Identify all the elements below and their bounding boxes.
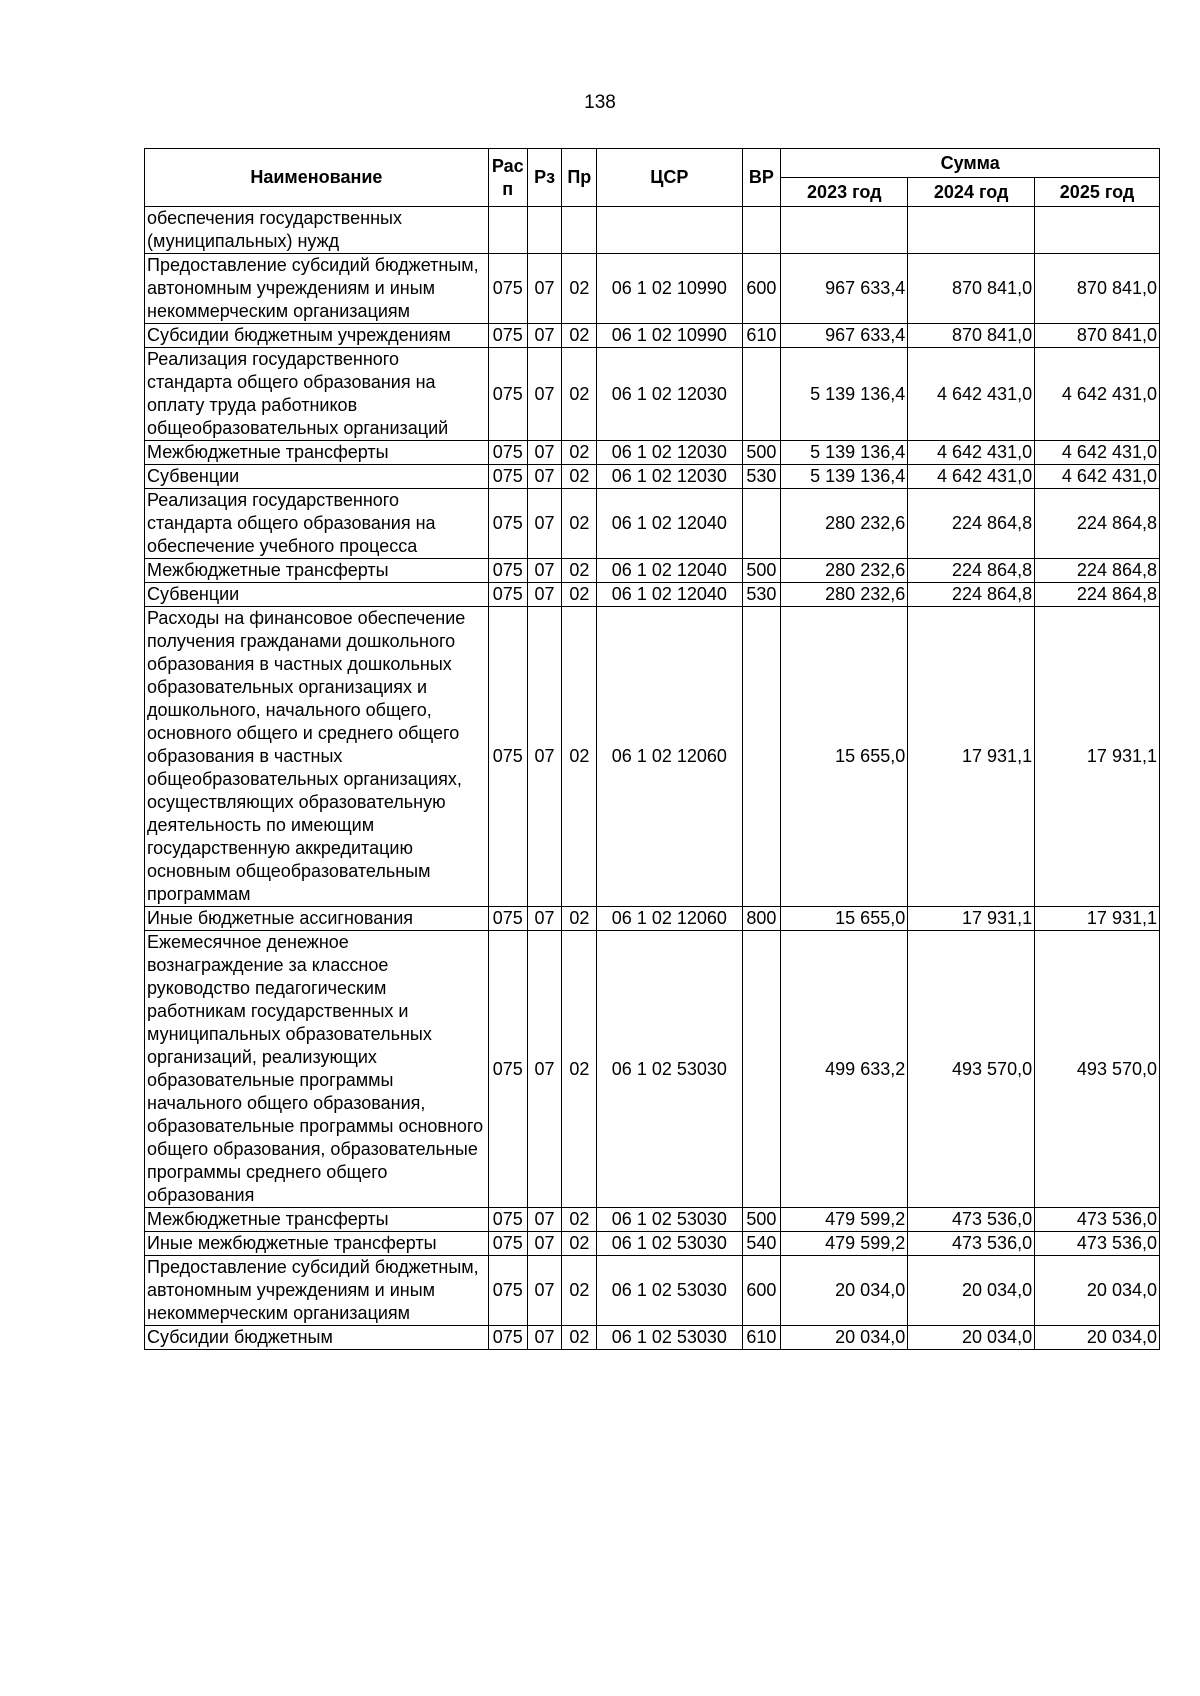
- row-sum-2025: 493 570,0: [1035, 931, 1160, 1208]
- table-row: [145, 207, 1160, 254]
- row-csr: 06 1 02 12040: [597, 559, 742, 583]
- row-pr: 02: [562, 348, 597, 441]
- table-row: [145, 559, 1160, 583]
- page-number: 138: [584, 92, 616, 113]
- row-csr: 06 1 02 12040: [597, 583, 742, 607]
- row-sum-2023: 5 139 136,4: [781, 348, 908, 441]
- row-sum-2024: 473 536,0: [908, 1232, 1035, 1256]
- row-sum-2024: 493 570,0: [908, 931, 1035, 1208]
- row-name: Субвенции: [145, 583, 489, 607]
- row-pr: 02: [562, 583, 597, 607]
- header-sum: Сумма: [781, 149, 1160, 178]
- row-sum-2025: 870 841,0: [1035, 324, 1160, 348]
- row-csr: 06 1 02 10990: [597, 254, 742, 324]
- row-sum-2025: 224 864,8: [1035, 583, 1160, 607]
- row-sum-2023: 967 633,4: [781, 324, 908, 348]
- row-vr: [742, 607, 781, 907]
- row-sum-2024: 20 034,0: [908, 1256, 1035, 1326]
- row-name: Предоставление субсидий бюджетным, автономным учреждениям и иным некоммерческим организациям: [145, 1256, 489, 1326]
- row-pr: 02: [562, 931, 597, 1208]
- table-row: [145, 324, 1160, 348]
- header-vr: ВР: [742, 149, 781, 207]
- row-rz: 07: [527, 1256, 562, 1326]
- row-sum-2024: 224 864,8: [908, 583, 1035, 607]
- row-sum-2025: 20 034,0: [1035, 1256, 1160, 1326]
- row-vr: [742, 207, 781, 254]
- row-rz: 07: [527, 931, 562, 1208]
- table-row: [145, 931, 1160, 1208]
- row-csr: 06 1 02 53030: [597, 1326, 742, 1350]
- row-pr: [562, 207, 597, 254]
- row-sum-2025: 224 864,8: [1035, 489, 1160, 559]
- row-rz: 07: [527, 559, 562, 583]
- header-name: Наименование: [145, 149, 489, 207]
- row-sum-2025: 17 931,1: [1035, 607, 1160, 907]
- row-csr: 06 1 02 53030: [597, 1256, 742, 1326]
- row-sum-2023: 967 633,4: [781, 254, 908, 324]
- row-rasp: 075: [488, 1208, 527, 1232]
- row-sum-2023: 20 034,0: [781, 1326, 908, 1350]
- header-year-2024: 2024 год: [908, 178, 1035, 207]
- row-rasp: 075: [488, 324, 527, 348]
- row-pr: 02: [562, 324, 597, 348]
- row-pr: 02: [562, 1208, 597, 1232]
- row-vr: 530: [742, 583, 781, 607]
- row-sum-2025: 4 642 431,0: [1035, 465, 1160, 489]
- row-sum-2024: 4 642 431,0: [908, 465, 1035, 489]
- row-sum-2023: 15 655,0: [781, 607, 908, 907]
- row-name: обеспечения государственных (муниципальных) нужд: [145, 207, 489, 254]
- row-rasp: 075: [488, 489, 527, 559]
- table-body: [145, 207, 1160, 1350]
- row-sum-2023: 20 034,0: [781, 1256, 908, 1326]
- row-rasp: 075: [488, 931, 527, 1208]
- budget-table: [144, 148, 1160, 1350]
- row-rasp: 075: [488, 907, 527, 931]
- row-vr: 610: [742, 1326, 781, 1350]
- row-name: Реализация государственного стандарта общего образования на оплату труда работников общеобразовательных организаций: [145, 348, 489, 441]
- row-rasp: 075: [488, 1256, 527, 1326]
- row-name: Иные межбюджетные трансферты: [145, 1232, 489, 1256]
- row-pr: 02: [562, 1256, 597, 1326]
- header-year-2023: 2023 год: [781, 178, 908, 207]
- row-rz: 07: [527, 348, 562, 441]
- row-name: Межбюджетные трансферты: [145, 1208, 489, 1232]
- row-sum-2023: 479 599,2: [781, 1232, 908, 1256]
- row-sum-2024: 224 864,8: [908, 489, 1035, 559]
- header-year-2025: 2025 год: [1035, 178, 1160, 207]
- table-row: [145, 1256, 1160, 1326]
- row-sum-2025: 17 931,1: [1035, 907, 1160, 931]
- header-rz: Рз: [527, 149, 562, 207]
- table-row: [145, 348, 1160, 441]
- row-pr: 02: [562, 254, 597, 324]
- row-csr: 06 1 02 12030: [597, 441, 742, 465]
- row-sum-2025: 20 034,0: [1035, 1326, 1160, 1350]
- row-name: Субсидии бюджетным: [145, 1326, 489, 1350]
- row-vr: 500: [742, 441, 781, 465]
- row-pr: 02: [562, 465, 597, 489]
- row-sum-2025: 473 536,0: [1035, 1208, 1160, 1232]
- row-sum-2023: 499 633,2: [781, 931, 908, 1208]
- row-sum-2024: 17 931,1: [908, 907, 1035, 931]
- table-row: [145, 583, 1160, 607]
- row-name: Ежемесячное денежное вознаграждение за классное руководство педагогическим работникам государственных и муниципальных образовательных организаций, реализующих образовательные программы начального общего образования, образовательные программы основного общего образования, образовательные программы среднего общего образования: [145, 931, 489, 1208]
- row-rasp: [488, 207, 527, 254]
- row-sum-2025: 473 536,0: [1035, 1232, 1160, 1256]
- row-sum-2024: 17 931,1: [908, 607, 1035, 907]
- row-csr: 06 1 02 12060: [597, 907, 742, 931]
- row-rz: 07: [527, 465, 562, 489]
- row-rasp: 075: [488, 254, 527, 324]
- header-csr: ЦСР: [597, 149, 742, 207]
- row-csr: 06 1 02 12030: [597, 348, 742, 441]
- table-row: [145, 907, 1160, 931]
- row-name: Предоставление субсидий бюджетным, автономным учреждениям и иным некоммерческим организациям: [145, 254, 489, 324]
- table-header: [145, 149, 1160, 207]
- row-name: Межбюджетные трансферты: [145, 559, 489, 583]
- row-pr: 02: [562, 1232, 597, 1256]
- row-vr: 610: [742, 324, 781, 348]
- row-vr: 600: [742, 1256, 781, 1326]
- table-row: [145, 607, 1160, 907]
- table-row: [145, 254, 1160, 324]
- row-rz: 07: [527, 907, 562, 931]
- row-csr: 06 1 02 12060: [597, 607, 742, 907]
- table-row: [145, 1232, 1160, 1256]
- row-rasp: 075: [488, 441, 527, 465]
- row-sum-2024: 473 536,0: [908, 1208, 1035, 1232]
- row-sum-2024: 20 034,0: [908, 1326, 1035, 1350]
- table-row: [145, 1326, 1160, 1350]
- table-row: [145, 465, 1160, 489]
- row-rz: [527, 207, 562, 254]
- row-sum-2025: 4 642 431,0: [1035, 441, 1160, 465]
- row-vr: [742, 931, 781, 1208]
- row-sum-2025: [1035, 207, 1160, 254]
- row-vr: 530: [742, 465, 781, 489]
- row-pr: 02: [562, 907, 597, 931]
- row-sum-2023: 479 599,2: [781, 1208, 908, 1232]
- row-name: Реализация государственного стандарта общего образования на обеспечение учебного процесса: [145, 489, 489, 559]
- row-sum-2023: [781, 207, 908, 254]
- row-sum-2025: 224 864,8: [1035, 559, 1160, 583]
- row-name: Иные бюджетные ассигнования: [145, 907, 489, 931]
- row-csr: 06 1 02 53030: [597, 1232, 742, 1256]
- row-csr: 06 1 02 53030: [597, 931, 742, 1208]
- row-sum-2024: 870 841,0: [908, 254, 1035, 324]
- row-rasp: 075: [488, 1326, 527, 1350]
- header-rasp: Рас п: [488, 149, 527, 207]
- row-csr: 06 1 02 10990: [597, 324, 742, 348]
- row-rasp: 075: [488, 607, 527, 907]
- row-rasp: 075: [488, 465, 527, 489]
- row-vr: 540: [742, 1232, 781, 1256]
- row-sum-2025: 870 841,0: [1035, 254, 1160, 324]
- row-name: Межбюджетные трансферты: [145, 441, 489, 465]
- row-vr: 600: [742, 254, 781, 324]
- row-rz: 07: [527, 1326, 562, 1350]
- row-rz: 07: [527, 583, 562, 607]
- row-sum-2024: 4 642 431,0: [908, 441, 1035, 465]
- table-row: [145, 441, 1160, 465]
- row-sum-2023: 5 139 136,4: [781, 465, 908, 489]
- row-rasp: 075: [488, 559, 527, 583]
- row-rz: 07: [527, 254, 562, 324]
- row-sum-2024: 870 841,0: [908, 324, 1035, 348]
- row-vr: [742, 348, 781, 441]
- row-csr: [597, 207, 742, 254]
- row-pr: 02: [562, 607, 597, 907]
- row-rz: 07: [527, 489, 562, 559]
- row-sum-2024: [908, 207, 1035, 254]
- table-row: [145, 1208, 1160, 1232]
- row-name: Субсидии бюджетным учреждениям: [145, 324, 489, 348]
- row-name: Расходы на финансовое обеспечение получения гражданами дошкольного образования в частных дошкольных образовательных организациях и дошкольного, начального общего, основного общего и среднего общего образования в частных общеобразовательных организациях, осуществляющих образовательную деятельность по имеющим государственную аккредитацию основным общеобразовательным программам: [145, 607, 489, 907]
- row-sum-2025: 4 642 431,0: [1035, 348, 1160, 441]
- row-sum-2023: 15 655,0: [781, 907, 908, 931]
- row-sum-2024: 4 642 431,0: [908, 348, 1035, 441]
- row-csr: 06 1 02 53030: [597, 1208, 742, 1232]
- table-row: [145, 489, 1160, 559]
- row-rz: 07: [527, 441, 562, 465]
- row-pr: 02: [562, 559, 597, 583]
- row-csr: 06 1 02 12040: [597, 489, 742, 559]
- row-sum-2023: 5 139 136,4: [781, 441, 908, 465]
- row-sum-2023: 280 232,6: [781, 583, 908, 607]
- row-vr: 500: [742, 559, 781, 583]
- row-rz: 07: [527, 324, 562, 348]
- row-sum-2024: 224 864,8: [908, 559, 1035, 583]
- row-vr: 800: [742, 907, 781, 931]
- row-vr: [742, 489, 781, 559]
- row-csr: 06 1 02 12030: [597, 465, 742, 489]
- row-rasp: 075: [488, 583, 527, 607]
- row-pr: 02: [562, 1326, 597, 1350]
- row-vr: 500: [742, 1208, 781, 1232]
- header-pr: Пр: [562, 149, 597, 207]
- row-name: Субвенции: [145, 465, 489, 489]
- row-rz: 07: [527, 1208, 562, 1232]
- row-rz: 07: [527, 607, 562, 907]
- row-pr: 02: [562, 489, 597, 559]
- row-rz: 07: [527, 1232, 562, 1256]
- row-sum-2023: 280 232,6: [781, 559, 908, 583]
- row-pr: 02: [562, 441, 597, 465]
- row-rasp: 075: [488, 348, 527, 441]
- row-rasp: 075: [488, 1232, 527, 1256]
- row-sum-2023: 280 232,6: [781, 489, 908, 559]
